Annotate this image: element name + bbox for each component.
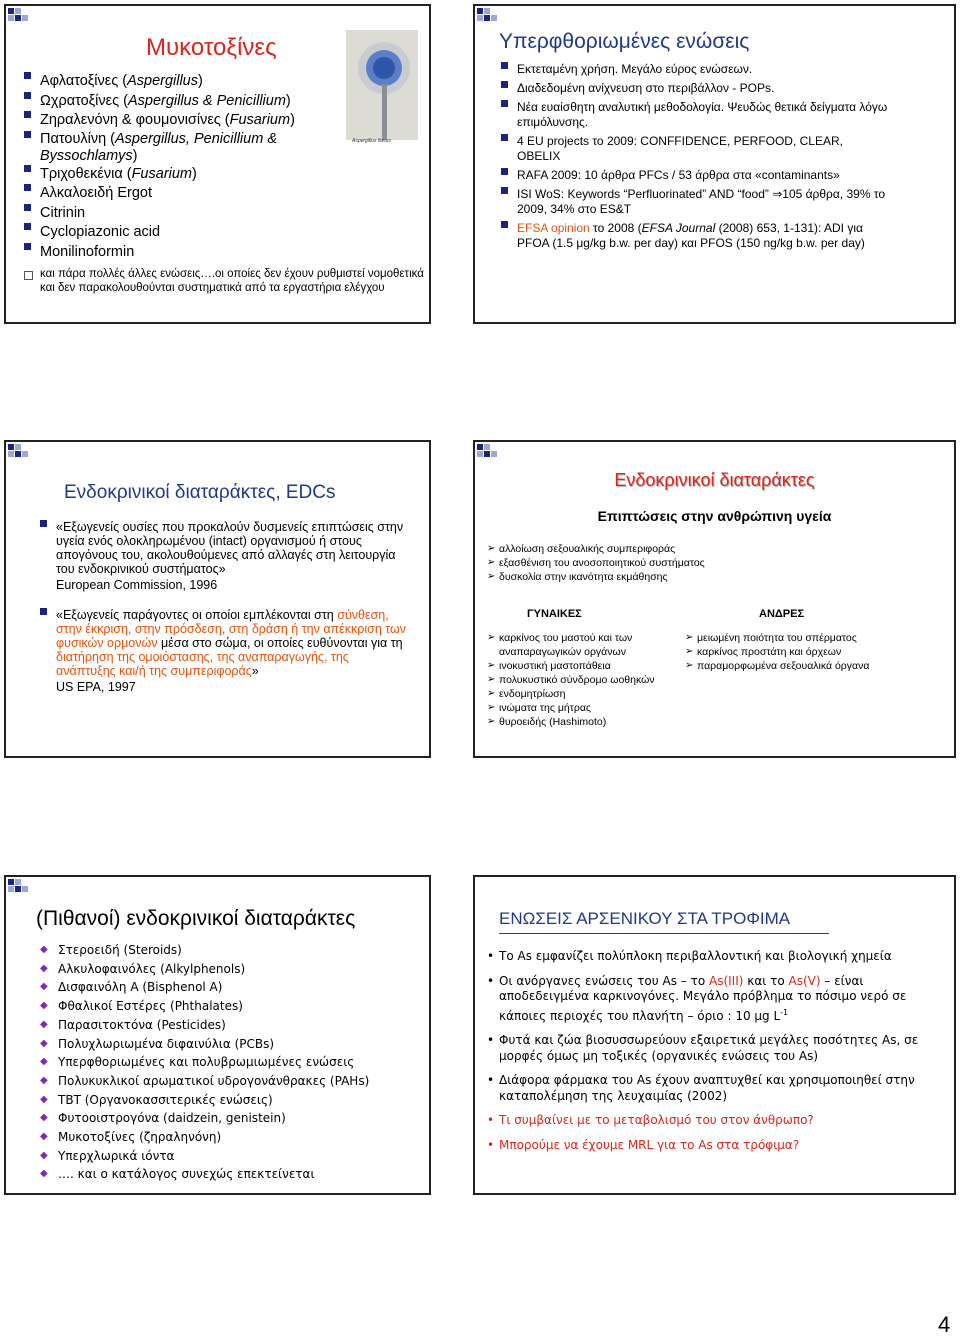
list-item: ➢ μειωμένη ποιότητα του σπέρματος (685, 631, 955, 645)
list-item: ◆ Στεροειδή (Steroids) (40, 941, 420, 960)
slide-edcs-health (473, 440, 956, 758)
list-item: Monilinoformin (22, 243, 322, 263)
list-item: Ωχρατοξίνες (Aspergillus & Penicillium) (22, 92, 322, 112)
list-item: ◆ Φθαλικοί Εστέρες (Phthalates) (40, 997, 420, 1016)
hollow-square-icon (24, 271, 33, 280)
arsenic-list (485, 949, 925, 1153)
slide-perfluorinated (473, 4, 956, 324)
slide-decoration (8, 879, 48, 899)
list-item: ◆ Μυκοτοξίνες (ζηραληνόνη) (40, 1128, 420, 1147)
slide-title: ΕΝΩΣΕΙΣ ΑΡΣΕΝΙΚΟΥ ΣΤΑ ΤΡΟΦΙΜΑ (499, 909, 791, 928)
list-item: • Μπορούμε να έχουμε MRL για το As στα τρόφιμα? (485, 1138, 925, 1154)
list-item: Τριχοθεκένια (Fusarium) (22, 165, 322, 185)
list-item: Διαδεδομένη ανίχνευση στο περιβάλλον - POPs. (499, 81, 889, 96)
list-item: ➢ καρκίνος προστάτη και όρχεων (685, 645, 955, 659)
list-item: ◆ Υπερχλωρικά ιόντα (40, 1147, 420, 1166)
slide-title: Μυκοτοξίνες (146, 34, 277, 61)
list-item: «Εξωγενείς παράγοντες οι οποίοι εμπλέκονται στη σύνθεση, στην έκκριση, στην πρόσδεση, στη δράση ή την απέκκριση των φυσικών ορμονών μέσα στο σώμα, οι οποίες ευθύνονται για τη διατήρηση της ομοιόστασης, της αναπαραγωγής, της ανάπτυξης και/ή της συμπεριφοράς» US EPA, 1997 (38, 608, 408, 694)
list-item: ➢ δυσκολία στην ικανότητα εκμάθησης (487, 570, 705, 584)
list-item: • Το As εμφανίζει πολύπλοκη περιβαλλοντική και βιολογική χημεία (485, 949, 925, 965)
list-item: ◆ Δισφαινόλη Α (Bisphenol A) (40, 978, 420, 997)
slide-title: (Πιθανοί) ενδοκρινικοί διαταράκτες (36, 907, 356, 930)
page-number: 4 (938, 1312, 951, 1337)
slide-subtitle: Επιπτώσεις στην ανθρώπινη υγεία (597, 508, 832, 524)
slide-arsenic (473, 875, 956, 1195)
list-item: • Φυτά και ζώα βιοσυσσωρεύουν εξαιρετικά μεγάλες ποσότητες As, σε μορφές όμως μη τοξικές (οργανικές ενώσεις του As) (485, 1033, 925, 1064)
women-heading: ΓΥΝΑΙΚΕΣ (527, 608, 582, 620)
list-item: ◆ Αλκυλοφαινόλες (Alkylphenols) (40, 960, 420, 979)
list-item: ◆ Υπερφθοριωμένες και πολυβρωμιωμένες ενώσεις (40, 1053, 420, 1072)
list-item: ISI WoS: Keywords “Perfluorinated” AND “food” ⇒105 άρθρα, 39% το 2009, 34% στο ES&T (499, 187, 889, 217)
list-item: Cyclopiazonic acid (22, 223, 322, 243)
general-effects-list (487, 542, 705, 584)
list-item: • Διάφορα φάρμακα του As έχουν αναπτυχθεί και χρησιμοποιηθεί στην καταπολέμηση της λευχαιμίας (2002) (485, 1073, 925, 1104)
men-heading: ΑΝΔΡΕΣ (759, 608, 805, 620)
list-item: ◆ Φυτοοιστρογόνα (daidzein, genistein) (40, 1109, 420, 1128)
list-item: ➢ θυροειδής (Hashimoto) (487, 715, 687, 729)
slide-decoration (477, 444, 517, 464)
slide-decoration (8, 8, 48, 28)
list-item: Αλκαλοειδή Ergot (22, 184, 322, 204)
list-item: ◆ TBT (Οργανοκασσιτερικές ενώσεις) (40, 1091, 420, 1110)
list-item: ➢ πολυκυστικό σύνδρομο ωοθηκών (487, 673, 687, 687)
fungus-micrograph (346, 30, 418, 140)
list-item: Αφλατοξίνες (Aspergillus) (22, 72, 322, 92)
list-item: 4 EU projects το 2009: CONFFIDENCE, PERFOOD, CLEAR, OBELIX (499, 134, 889, 164)
list-item: ➢ εξασθένιση του ανοσοποιητικού συστήματος (487, 556, 705, 570)
list-item: «Εξωγενείς ουσίες που προκαλούν δυσμενείς επιπτώσεις στην υγεία ενός ολοκληρωμένου (intact) οργανισμού ή στους απογόνους του, ακολουθούμενες από αλλαγές στη λειτουργία του ενδοκρινικού συστήματος» European Commission, 1996 (38, 520, 408, 592)
list-item: ➢ αλλοίωση σεξουαλικής συμπεριφοράς (487, 542, 705, 556)
list-item: • Τι συμβαίνει με το μεταβολισμό του στον άνθρωπο? (485, 1113, 925, 1129)
slide-edcs-definition (4, 440, 431, 758)
slide-decoration (8, 444, 48, 464)
list-item: Νέα ευαίσθητη αναλυτική μεθοδολογία. Ψευδώς θετικά δείγματα λόγω επιμόλυνσης. (499, 100, 889, 130)
list-item: ➢ καρκίνος του μαστού και των αναπαραγωγικών οργάνων (487, 631, 687, 659)
mycotoxin-list (22, 72, 322, 262)
list-item: • Οι ανόργανες ενώσεις του As – το As(III) και το As(V) – είναι αποδεδειγμένα καρκινογόνες. Μεγάλο πρόβλημα το πόσιμο νερό σε κάποιες περιοχές του πλανήτη – όριο : 10 μg $L^{-1}$ (485, 974, 925, 1025)
women-effects-list (487, 631, 687, 729)
men-effects-list (685, 631, 955, 673)
image-caption: Aspergillus flavus (352, 138, 391, 144)
list-item: ◆ …. και ο κατάλογος συνεχώς επεκτείνεται (40, 1165, 420, 1184)
title-underline (499, 933, 829, 934)
edc-list (40, 941, 420, 1184)
list-item: Πατουλίνη (Aspergillus, Penicillium & Byssochlamys) (22, 131, 322, 165)
slide-title: Ενδοκρινικοί διαταράκτες (614, 470, 815, 490)
list-item: ◆ Πολυχλωριωμένα διφαινύλια (PCBs) (40, 1035, 420, 1054)
list-item: ➢ παραμορφωμένα σεξουαλικά όργανα (685, 659, 955, 673)
slide-decoration (477, 8, 517, 28)
slide-title: Ενδοκρινικοί διαταράκτες, EDCs (64, 482, 336, 503)
list-item: Citrinin (22, 204, 322, 224)
pfc-list (499, 62, 889, 251)
list-item: ➢ ινοκυστική μαστοπάθεια (487, 659, 687, 673)
list-item: Εκτεταμένη χρήση. Μεγάλο εύρος ενώσεων. (499, 62, 889, 77)
slide-title: Υπερφθοριωμένες ενώσεις (499, 30, 750, 53)
list-item: ◆ Πολυκυκλικοί αρωματικοί υδρογονάνθρακες (PAHs) (40, 1072, 420, 1091)
sub-note: και πάρα πολλές άλλες ενώσεις….οι οποίες δεν έχουν ρυθμιστεί νομοθετικά και δεν παρακολουθούνται συστηματικά από τα εργαστήρια ελέγχου (22, 268, 431, 295)
list-item: ◆ Παρασιτοκτόνα (Pesticides) (40, 1016, 420, 1035)
slide-mycotoxins (4, 4, 431, 324)
list-item: EFSA opinion το 2008 (EFSA Journal (2008) 653, 1-131): ADI για PFOA (1.5 μg/kg b.w. per day) και PFOS (150 ng/kg b.w. per day) (499, 221, 889, 251)
list-item: RAFA 2009: 10 άρθρα PFCs / 53 άρθρα στα «contaminants» (499, 168, 889, 183)
definition-list (38, 520, 408, 694)
list-item: ➢ ινώματα της μήτρας (487, 701, 687, 715)
list-item: ➢ ενδομητρίωση (487, 687, 687, 701)
slide-potential-edcs (4, 875, 431, 1195)
list-item: Ζηραλενόνη & φουμονισίνες (Fusarium) (22, 111, 322, 131)
